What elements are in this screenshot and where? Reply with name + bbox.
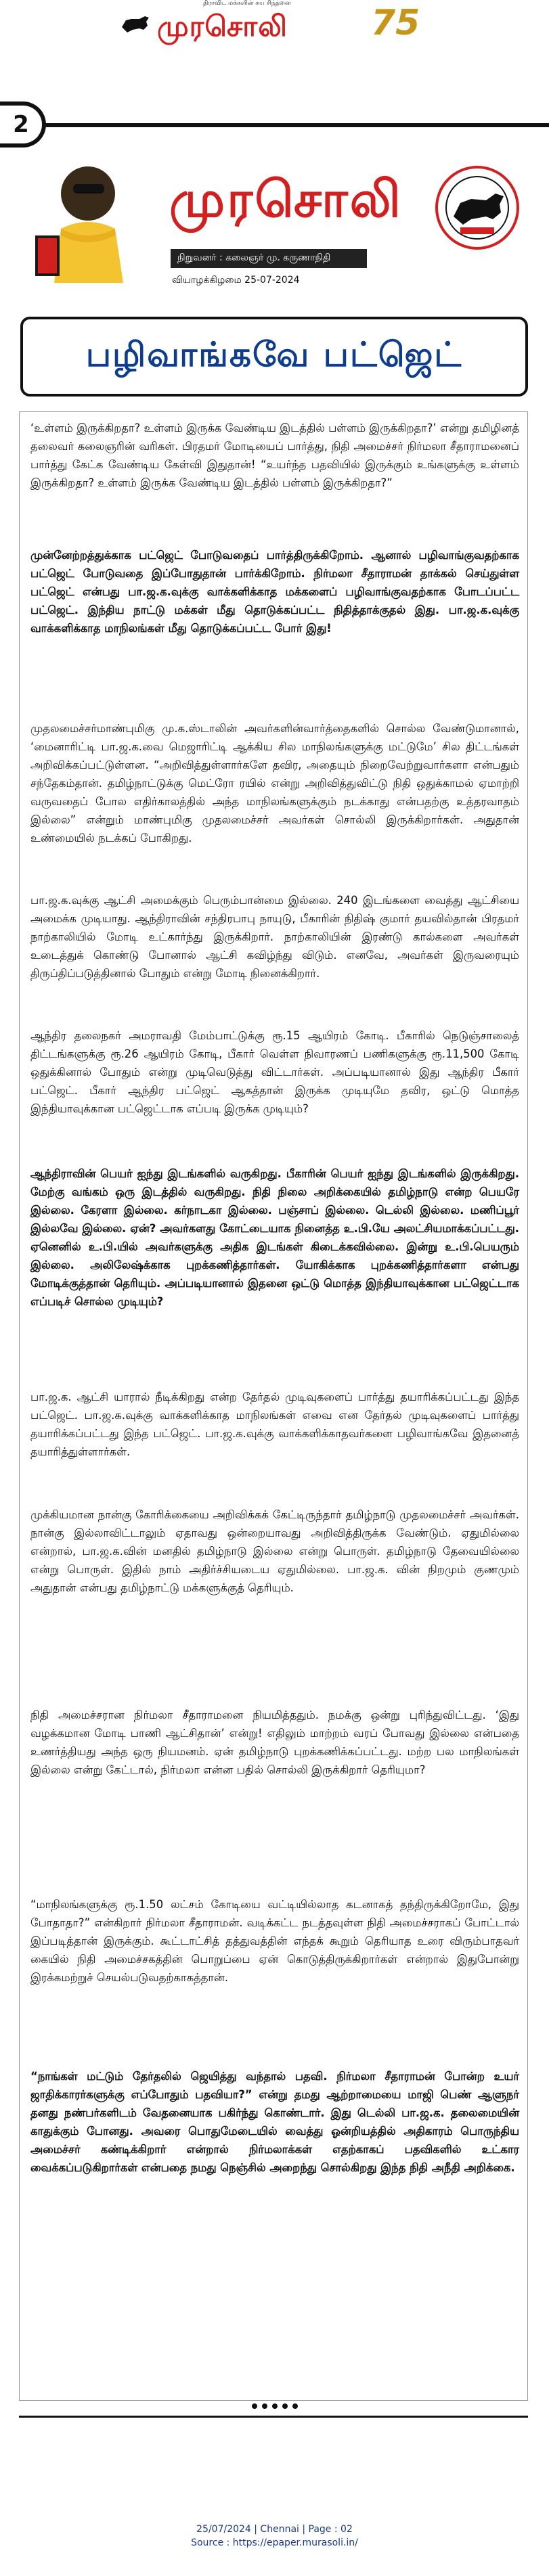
masthead [20, 154, 535, 296]
paragraph: பா.ஜ.க. ஆட்சி யாரால் நீடிக்கிறது என்ற தேர்தல் முடிவுகளைப் பார்த்து தயாரிக்கப்பட்டது இந்த பட்ஜெட். பா.ஜ.க.வுக்கு வாக்களிக்காத மாநிலங்கள் எவை என தேர்தல் முடிவுகளைப் பார்த்து தயாரிக்கப்பட்டது இந்த பட்ஜெட். பா.ஜ.க.வுக்கு வாக்களிக்காதவர்களை பழிவாங்கவே இதனைத் தயாரித்துள்ளார்கள். [30, 1391, 519, 1458]
paragraph: முதலமைச்சர்மாண்புமிகு மு.க.ஸ்டாலின் அவர்களின்வார்த்தைகளில் சொல்ல வேண்டுமானால், ‘மைனாரிட்டி பா.ஜ.க.வை மெஜாரிட்டி ஆக்கிய சில மாநிலங்களுக்கு மட்டுமே’ சில திட்டங்கள் அறிவிக்கப்பட்டுள்ளன. “அறிவித்துள்ளார்களே தவிர, அதையும் நிறைவேற்றுவார்களா என்பதும் சந்தேகம்தான். தமிழ்நாட்டுக்கு மெட்ரோ ரயில் என்று அறிவித்துவிட்டு நிதி ஒதுக்காமல் ஏமாற்றி வருவதைப் போல எதிர்காலத்தில் அந்த மாநிலங்களுக்கும் நடக்காது என்பதற்கு உத்தரவாதம் இல்லை” என்றும் மாண்புமிகு முதலமைச்சர் அவர்கள் சொல்லி இருக்கிறார்கள். அதுதான் உண்மையில் நடக்கப் போகிறது. [30, 722, 519, 844]
dot [262, 2403, 267, 2409]
anniversary-badge: 75 [371, 3, 420, 43]
page-number: 2 [0, 101, 46, 148]
footer-date-line: 25/07/2024 | Chennai | Page : 02 [196, 2524, 353, 2535]
headline-box [20, 317, 528, 397]
bottom-divider [19, 2416, 528, 2418]
top-banner [0, 0, 549, 49]
party-seal-icon [433, 164, 521, 252]
editorial-body [19, 411, 528, 2401]
headline: பழிவாங்கவே பட்ஜெட் [85, 334, 463, 374]
paragraph: முக்கியமான நான்கு கோரிக்கையை அறிவிக்கக் கேட்டிருந்தார் தமிழ்நாடு முதலமைச்சர் அவர்கள். நான்கு இல்லாவிட்டாலும் ஏதாவது ஒன்றையாவது அறிவித்திருக்க வேண்டும். ஏதுமில்லை என்றால், பா.ஜ.க.வின் மனதில் தமிழ்நாடு இல்லை என்று பொருள். தமிழ்நாடு தேவையில்லை என்று பொருள். இதில் நாம் அதிர்ச்சியடைய ஏதுமில்லை. பா.ஜ.க. வின் நிறமும் குணமும் அதுதான் என்பது தமிழ்நாட்டு மக்களுக்குத் தெரியும். [30, 1508, 519, 1594]
paragraph: ‘உள்ளம் இருக்கிறதா? உள்ளம் இருக்க வேண்டிய இடத்தில் பள்ளம் இருக்கிறதா?’ என்று தமிழினத் தலைவர் கலைஞரின் வரிகள். பிரதமர் மோடியைப் பார்த்து, நிதி அமைச்சர் நிர்மலா சீதாராமனைப் பார்த்து கேட்க வேண்டிய கேள்வி இதுதான்! “உயர்ந்த பதவியில் இருக்கும் உங்களுக்கு உள்ளம் இருக்கிறதா? உள்ளம் இருக்க வேண்டிய இடத்தில் பள்ளம் இருக்கிறதா?” [30, 422, 519, 489]
dot [272, 2403, 278, 2409]
masthead-title: முரசொலி [169, 171, 403, 229]
founder-line: நிறுவனர் : கலைஞர் மு. கருணாநிதி [171, 249, 367, 268]
page-footer [0, 2523, 549, 2550]
paragraph: பா.ஜ.க.வுக்கு ஆட்சி அமைக்கும் பெரும்பான்மை இல்லை. 240 இடங்களை வைத்து ஆட்சியை அமைக்க முடியாது. ஆந்திராவின் சந்திரபாபு நாயுடு, பீகாரின் நிதிஷ் குமார் தயவில்தான் பிரதமர் நாற்காலியில் மோடி உட்கார்ந்து இருக்கிறார். நாற்காலியின் இரண்டு கால்களை அவர்கள் உடைத்துக் கொண்டு போனால் ஆட்சி கவிழ்ந்து விடும். எனவே, அவர்கள் இருவரையும் திருப்திப்படுத்தினால் போதும் என்று மோடி நினைக்கிறார். [30, 894, 519, 980]
paragraph: “நாங்கள் மட்டும் தேர்தலில் ஜெயித்து வந்தால் பதவி. நிர்மலா சீதாராமன் போன்ற உயர் ஜாதிக்காரர்களுக்கு எப்போதும் பதவியா?” என்று தமது ஆற்றாமையை மாஜி பெண் ஆளுநர் தனது நண்பர்களிடம் வேதனையாக பகிர்ந்து கொண்டார். இது டெல்லி பா.ஜ.க. தலைமையின் காதுக்கும் போனது. அவரை பொதுமேடையில் வைத்து ஓன்றியத்தில் அதிகாரம் பொருந்திய அமைச்சர் கண்டிக்கிறார் என்றால் நிர்மலாக்கள் எதற்காகப் பதவிகளில் உட்கார வைக்கப்படுகிறார்கள் என்பதை நமது நெஞ்சில் அறைந்து சொல்கிறது இந்த நிதி அநீதி அறிக்கை. [30, 2070, 519, 2174]
founder-portrait-icon [34, 154, 135, 283]
paragraph: “மாநிலங்களுக்கு ரூ.1.50 லட்சம் கோடியை வட்டியில்லாத கடனாகத் தந்திருக்கிறோமே, இது போதாதா?” என்கிறார் நிர்மலா சீதாராமன். வடிக்கட்ட நடத்தவுள்ள நிதி அமைச்சராகப் போட்டால் இப்படித்தான் இருக்கும். கூட்டாட்சித் தத்துவத்தின் எந்தக் கூறும் தெரியாத உரை விரும்பாதவர் கையில் நிதி அமைச்சகத்தின் பொறுப்பை ஏன் கொடுத்திருக்கிறார்கள் என்றால் இதுபோன்று இரக்கமற்றுச் செயல்படுவதற்காகத்தான். [30, 1898, 519, 1984]
bull-logo-icon [119, 12, 152, 35]
footer-source-link[interactable]: Source : https://epaper.murasoli.in/ [191, 2537, 358, 2548]
top-divider [43, 123, 549, 127]
dot [292, 2403, 298, 2409]
banner-tagline: திராவிட மக்களின் சுய சிந்தனை [203, 0, 291, 7]
end-dots [0, 2403, 549, 2413]
paragraph: ஆந்திராவின் பெயர் ஐந்து இடங்களில் வருகிறது. பீகாரின் பெயர் ஐந்து இடங்களில் இருக்கிறது. மேற்கு வங்கம் ஒரு இடத்தில் வருகிறது. நிதி நிலை அறிக்கையில் தமிழ்நாடு என்ற பெயரே இல்லை. கேரளா இல்லை. கர்நாடகா இல்லை. பஞ்சாப் இல்லை. டெல்லி இல்லை. மணிப்பூர் இல்லவே இல்லை. ஏன்? அவர்களது கோட்டையாக நினைத்த உ.பி.யே அலட்சியமாக்கப்பட்டது. ஏனெனில் உ.பி.யில் அவர்களுக்கு அதிக இடங்கள் கிடைக்கவில்லை. இன்று உ.பி.பெயரும் இல்லை. அலிலேஷ்க்காக புறக்கணித்தார்கள். யோகிக்காக புறக்கணித்தார்களா என்பது மோடிக்குத்தான் தெரியும். அப்படியானால் இதனை ஒட்டு மொத்த இந்தியாவுக்கான பட்ஜெட்டாக எப்படிச் சொல்ல முடியும்? [30, 1167, 519, 1308]
dot [252, 2403, 257, 2409]
paragraph: நிதி அமைச்சரான நிர்மலா சீதாராமனை நியமித்ததும். நமக்கு ஒன்று புரிந்துவிட்டது. ‘இது வழக்கமான மோடி பாணி ஆட்சிதான்’ என்று! எதிலும் மாற்றம் வரப் போவது இல்லை என்பதை உணர்த்தியது அந்த ஒரு நியமனம். ஏன் தமிழ்நாடு புறக்கணிக்கப்பட்டது. மற்ற பல மாநிலங்கள் இல்லை என்று கேட்டால், நிர்மலா என்ன பதில் சொல்லி இருக்கிறார் தெரியுமா? [30, 1709, 519, 1776]
paragraph: ஆந்திர தலைநகர் அமராவதி மேம்பாட்டுக்கு ரூ.15 ஆயிரம் கோடி. பீகாரில் நெடுஞ்சாலைத் திட்டங்களுக்கு ரூ.26 ஆயிரம் கோடி, பீகார் வெள்ள நிவாரணப் பணிகளுக்கு ரூ.11,500 கோடி ஒதுக்கினால் போதும் என்று முடிவெடுத்து விட்டார்கள். அப்படியானால் இது ஆந்திர பீகார் பட்ஜெட். பீகார் ஆந்திர பட்ஜெட் ஆகத்தான் இருக்க முடியுமே தவிர, ஒட்டு மொத்த இந்தியாவுக்கான பட்ஜெட்டாக எப்படி இருக்க முடியும்? [30, 1029, 519, 1115]
paragraph: முன்னேற்றத்துக்காக பட்ஜெட் போடுவதைப் பார்த்திருக்கிறோம். ஆனால் பழிவாங்குவதற்காக பட்ஜெட் போடுவதை இப்போதுதான் பார்க்கிறோம். நிர்மலா சீதாராமன் தாக்கல் செய்துள்ள பட்ஜெட் என்பது பா.ஜ.க.வுக்கு வாக்களிக்காத மக்களைப் பழிவாங்குவதற்காக போடப்பட்ட பட்ஜெட். இந்திய நாட்டு மக்கள் மீது தொடுக்கப்பட்ட நிதித்தாக்குதல் இது. பா.ஜ.க.வுக்கு வாக்களிக்காத மாநிலங்கள் மீது தொடுக்கப்பட்ட போர் இது! [30, 549, 519, 635]
issue-date: வியாழக்கிழமை 25-07-2024 [172, 275, 300, 286]
banner-paper-name: முரசொலி [157, 9, 288, 43]
dot [282, 2403, 288, 2409]
